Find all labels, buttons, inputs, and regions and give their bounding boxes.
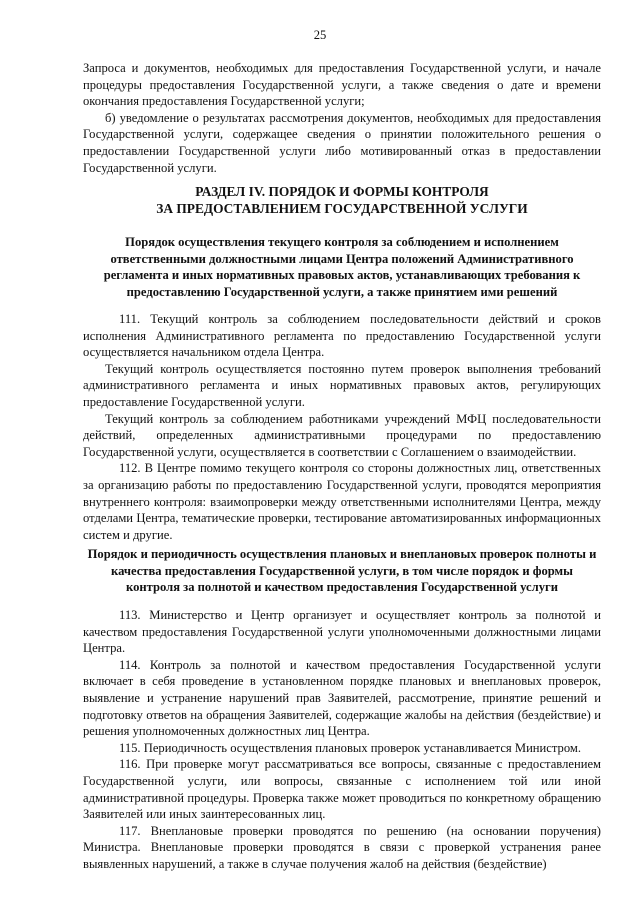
intro-paragraph-2: б) уведомление о результатах рассмотрения документов, необходимых для предоставления Государственной услуги, содержащее сведения о принятии положительного решения о предоставлении Государственной услуги либо мотивированный отказ в предоставлении Государственной услуги. [83, 110, 601, 175]
paragraph-115: 115. Периодичность осуществления плановых проверок устанавливается Министром. [119, 740, 582, 755]
paragraph-114: 114. Контроль за полнотой и качеством предоставления Государственной услуги включает в себя проведение в установленном порядке плановых и внеплановых проверок, выявление и устранение нарушений прав Заявителей, рассмотрение, принятие решений и подготовку ответов на обращения Заявителей, содержащие жалобы на действия (бездействие) и решения уполномоченных должностных лиц Центра. [83, 657, 601, 739]
section-title [83, 184, 601, 217]
paragraph-113: 113. Министерство и Центр организует и осуществляет контроль за полнотой и качеством предоставления Государственной услуги уполномоченными должностными лицами Центра. [83, 608, 601, 656]
section-title-line-2: ЗА ПРЕДОСТАВЛЕНИЕМ ГОСУДАРСТВЕННОЙ УСЛУГИ [156, 200, 528, 216]
intro-paragraph-1: Запроса и документов, необходимых для предоставления Государственной услуги, и начале процедуры предоставления Государственной услуги, а также сведения о дате и времени окончания предоставления Государственной услуги; [83, 61, 601, 109]
paragraph-111-b: Текущий контроль осуществляется постоянно путем проверок выполнения требований административного регламента и иных нормативных правовых актов, регулирующих предоставление Государственной услуги. [83, 361, 601, 409]
paragraph-116: 116. При проверке могут рассматриваться все вопросы, связанные с предоставлением Государственной услуги, или вопросы, связанные с исполнением той или иной административной процедуры. Проверка также может проводиться по конкретному обращению Заявителей или иных заинтересованных лиц. [83, 757, 601, 822]
paragraph-111-c: Текущий контроль за соблюдением работниками учреждений МФЦ последовательности действий, определенных административными процедурами по предоставлению Государственной услуги, осуществляется в соответствии с Соглашением о взаимодействии. [83, 411, 601, 459]
paragraph-117: 117. Внеплановые проверки проводятся по решению (на основании поручения) Министра. Внеплановые проверки проводятся в связи с проверкой устранения ранее выявленных нарушений, а также в случае получения жалоб на действия (бездействие) [83, 823, 601, 871]
page-number: 25 [313, 28, 327, 42]
subsection-1-body [83, 311, 601, 543]
subsection-2-body [83, 607, 601, 873]
intro-block [83, 60, 601, 176]
paragraph-112: 112. В Центре помимо текущего контроля со стороны должностных лиц, ответственных за организацию работы по предоставлению Государственной услуги, проводятся мероприятия внутреннего контроля: взаимопроверки между ответственными исполнителями Центра, между отделами Центра, тематические проверки, тестирование автоматизированных информационных систем и другие. [83, 461, 601, 542]
subsection-1-heading: Порядок осуществления текущего контроля за соблюдением и исполнением ответственными должностными лицами Центра положений Административного регламента и иных нормативных правовых актов, устанавливающих требования к предоставлению Государственной услуги, а также принятием ими решений [103, 235, 581, 299]
subsection-2-heading: Порядок и периодичность осуществления плановых и внеплановых проверок полноты и качества предоставления Государственной услуги, в том числе порядок и формы контроля за полнотой и качеством предоставления Государственной услуги [87, 547, 597, 595]
paragraph-111: 111. Текущий контроль за соблюдением последовательности действий и сроков исполнения Административного регламента по предоставлению Государственной услуги осуществляется начальником отдела Центра. [83, 312, 601, 360]
section-title-line-1: РАЗДЕЛ IV. ПОРЯДОК И ФОРМЫ КОНТРОЛЯ [195, 184, 489, 199]
